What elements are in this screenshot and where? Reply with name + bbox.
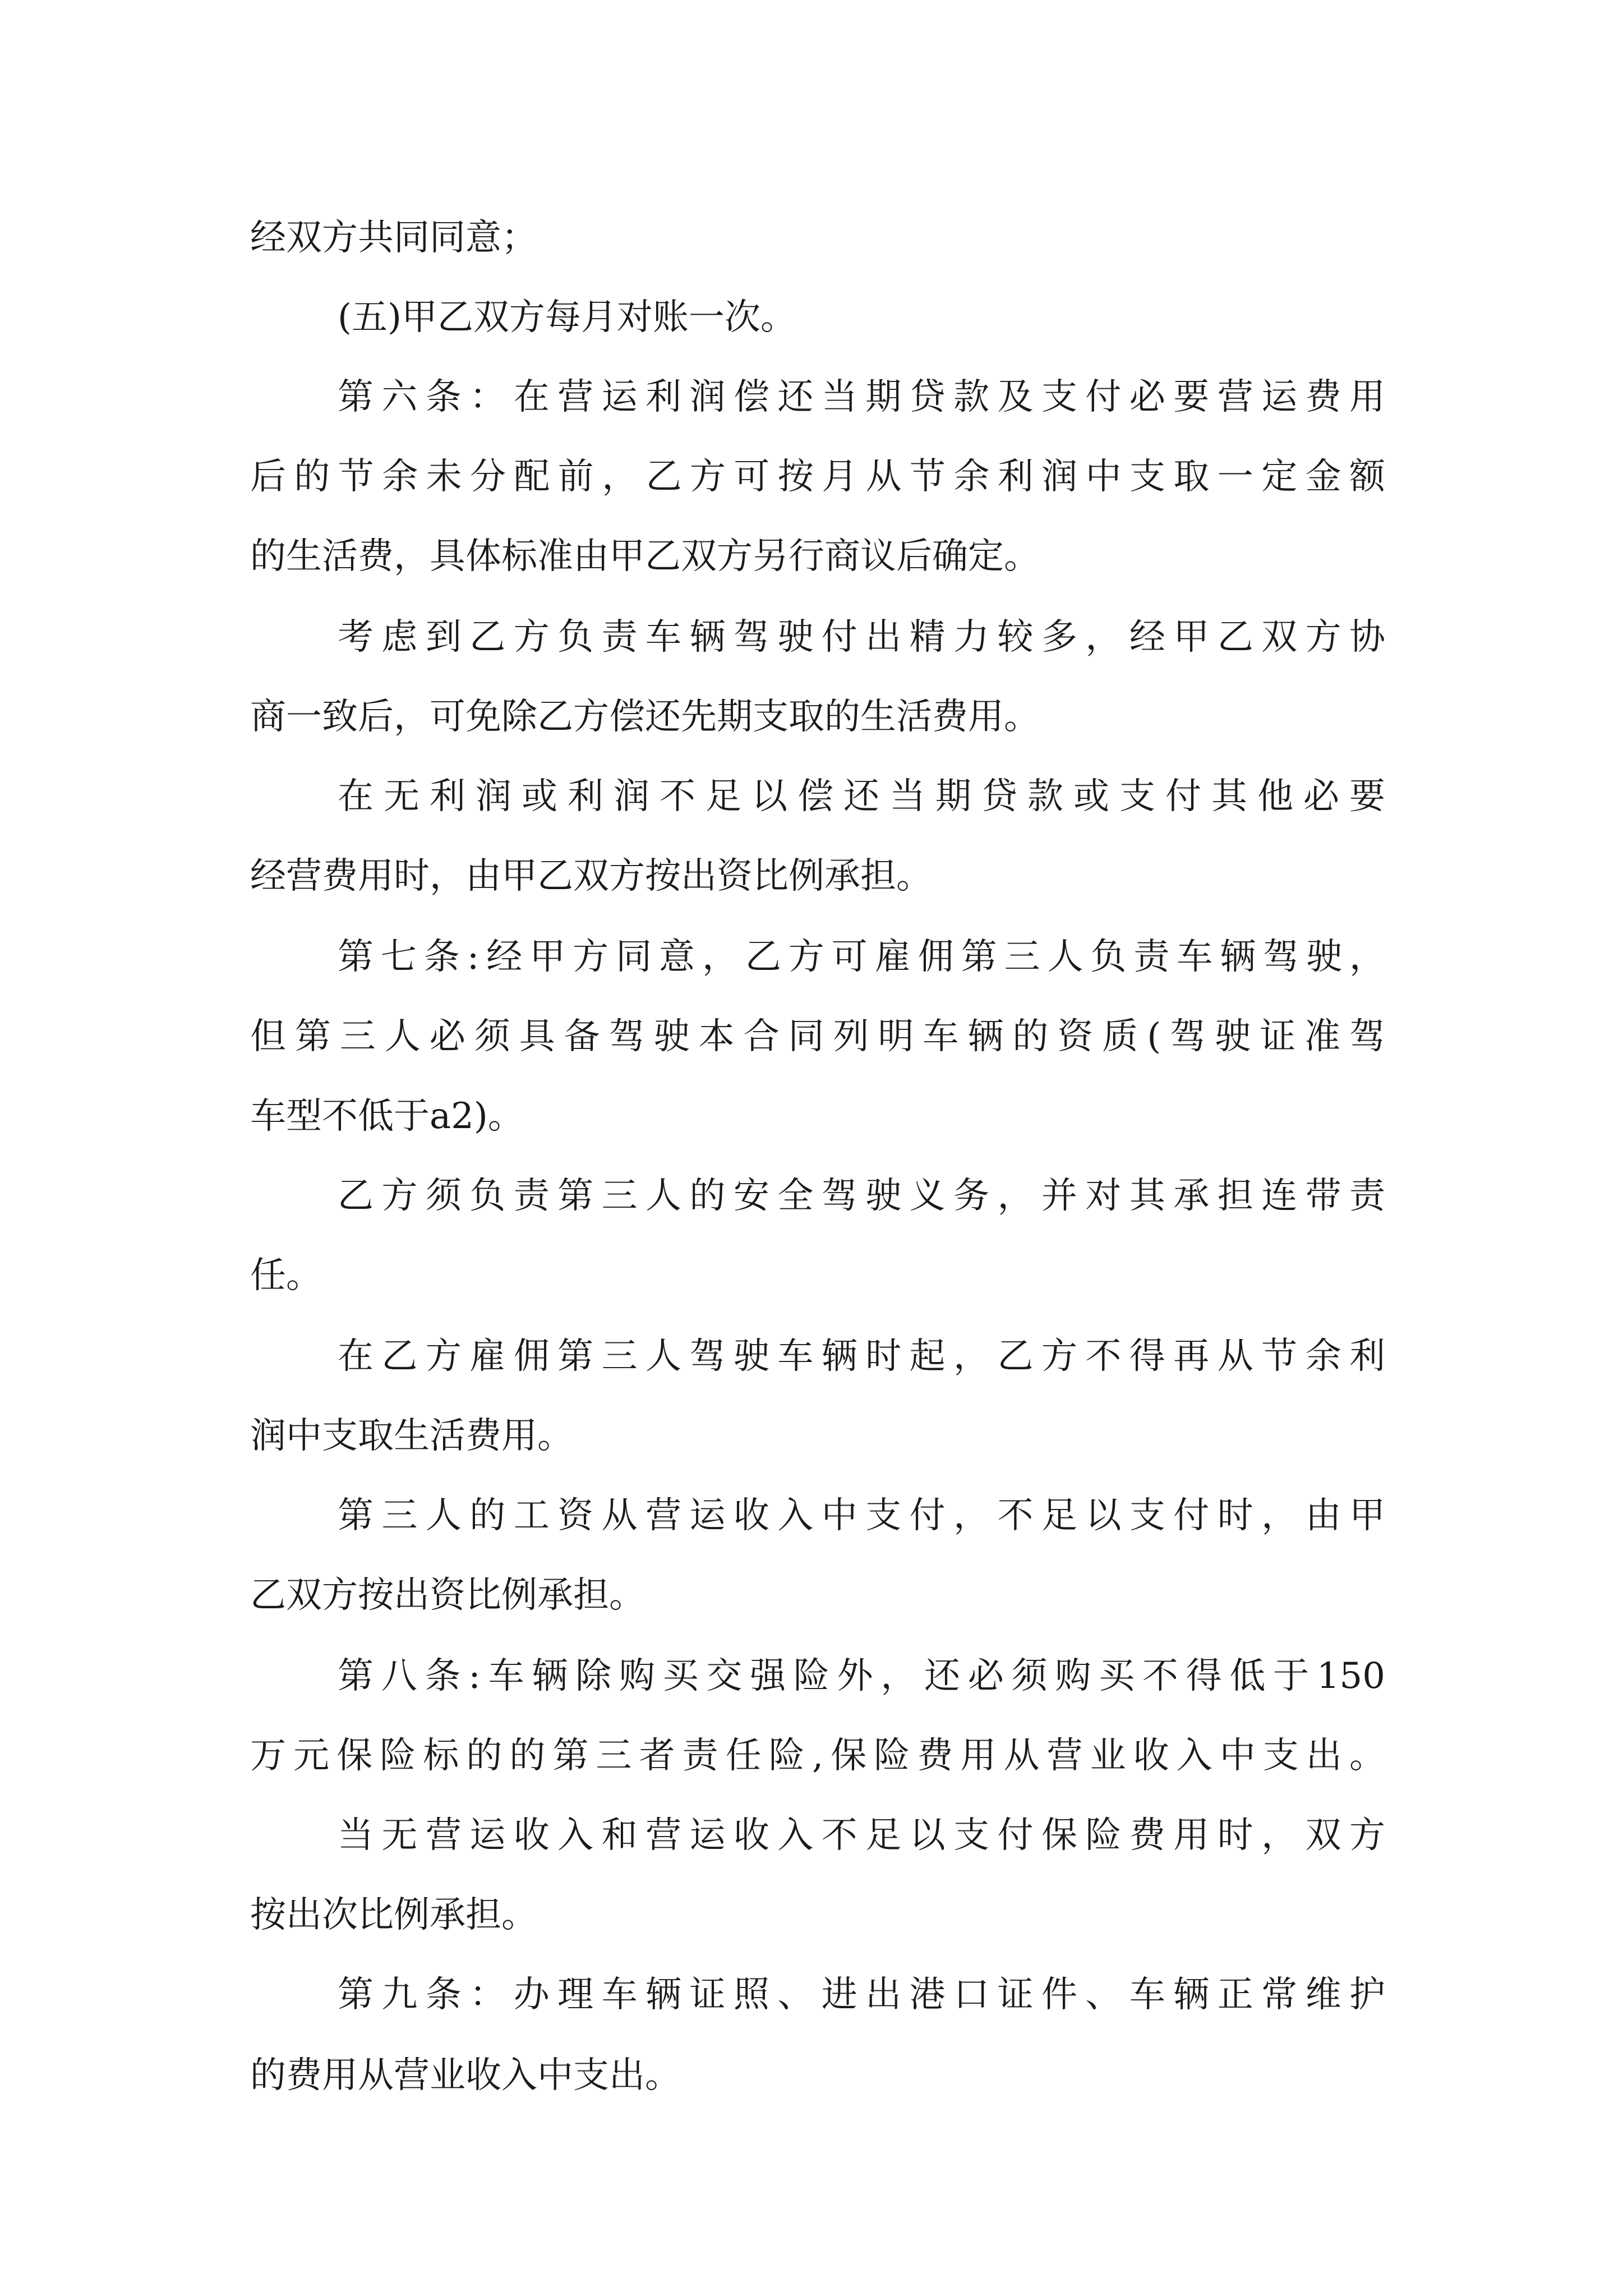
text-line: 润中支取生活费用。 <box>250 1415 573 1457</box>
text-line: 在无利润或利润不足以偿还当期贷款或支付其他必要 <box>338 776 1385 817</box>
text-line: 乙双方按出资比例承担。 <box>250 1575 645 1616</box>
text-line: 第六条：在营运利润偿还当期贷款及支付必要营运费用 <box>338 376 1385 418</box>
text-line: 第八条:车辆除购买交强险外，还必须购买不得低于150 <box>338 1655 1385 1697</box>
text-line: 商一致后，可免除乙方偿还先期支取的生活费用。 <box>250 696 1040 738</box>
text-line: 经双方共同同意； <box>250 217 537 259</box>
text-line: 当无营运收入和营运收入不足以支付保险费用时，双方 <box>338 1815 1385 1856</box>
text-line: 第七条:经甲方同意，乙方可雇佣第三人负责车辆驾驶， <box>338 936 1385 978</box>
text-line: 在乙方雇佣第三人驾驶车辆时起，乙方不得再从节余利 <box>338 1336 1385 1377</box>
text-line: 万元保险标的的第三者责任险,保险费用从营业收入中支出。 <box>250 1735 1385 1777</box>
text-line: 后的节余未分配前，乙方可按月从节余利润中支取一定金额 <box>250 456 1385 498</box>
text-line: 车型不低于a2)。 <box>250 1096 524 1137</box>
text-line: 按出次比例承担。 <box>250 1894 537 1936</box>
text-line: 的费用从营业收入中支出。 <box>250 2055 681 2096</box>
text-line: 第三人的工资从营运收入中支付，不足以支付时，由甲 <box>338 1495 1385 1536</box>
text-line: (五)甲乙双方每月对账一次。 <box>338 297 796 338</box>
text-line: 经营费用时，由甲乙双方按出资比例承担。 <box>250 855 932 897</box>
text-line: 考虑到乙方负责车辆驾驶付出精力较多，经甲乙双方协 <box>338 616 1385 658</box>
text-line: 但第三人必须具备驾驶本合同列明车辆的资质(驾驶证准驾 <box>250 1016 1385 1057</box>
text-line: 任。 <box>250 1255 322 1296</box>
text-line: 第九条：办理车辆证照、进出港口证件、车辆正常维护 <box>338 1974 1385 2016</box>
text-line: 乙方须负责第三人的安全驾驶义务，并对其承担连带责 <box>338 1175 1385 1217</box>
text-line: 的生活费，具体标准由甲乙双方另行商议后确定。 <box>250 536 1040 577</box>
